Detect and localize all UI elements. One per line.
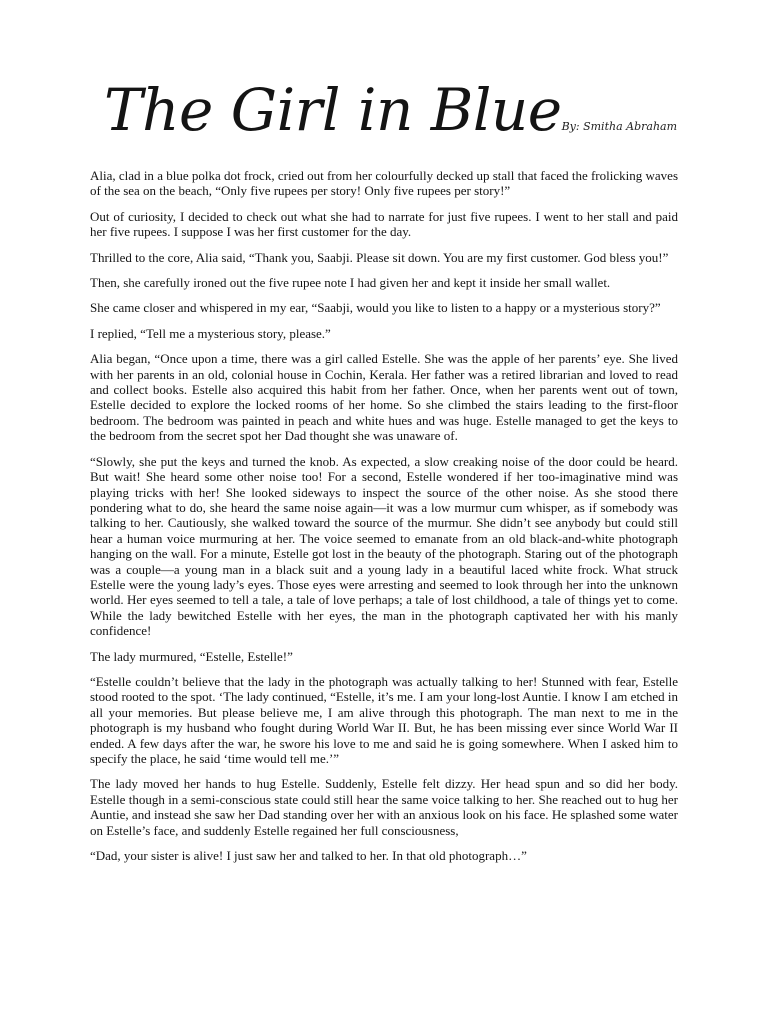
paragraph: Then, she carefully ironed out the five rupee note I had given her and kept it inside her small wallet.: [90, 275, 611, 291]
paragraph: “Slowly, she put the keys and turned the knob. As expected, a slow creaking noise of the door could be heard. But wait! She heard some other noise too! For a second, Estelle wondered if her too-imaginative mind was playing tricks with her! She looked sideways to inspect the source of the other noise. As she stood there pondering what to do, she heard the same noise again—it was a low murmur cum whisper, as if somebody was talking to her. Cautiously, she walked toward the source of the murmur. She didn’t see anybody but could still hear a human voice murmuring at her. The voice seemed to emanate from an old black-and-white photograph hanging on the wall. For a minute, Estelle got lost in the beauty of the photograph. Staring out of the photograph was a couple—a young man in a black suit and a young lady in a beautiful laced white frock. What struck Estelle were the young lady’s eyes. Those eyes were arresting and seemed to look through her into the unknown world. Her eyes seemed to tell a tale, a tale of love perhaps; a tale of lost childhood, a tale of things yet to come. While the lady bewitched Estelle with her eyes, the man in the photograph captivated her with his manly confidence!: [90, 453, 678, 639]
paragraph: Alia, clad in a blue polka dot frock, cried out from her colourfully decked up stall that faced the frolicking waves of the sea on the beach, “Only five rupees per story! Only five rupees per story!”: [90, 168, 678, 199]
title-block: [104, 70, 704, 150]
paragraph: Out of curiosity, I decided to check out what she had to narrate for just five rupees. I went to her stall and paid her five rupees. I suppose I was her first customer for the day.: [90, 208, 678, 240]
paragraph: The lady murmured, “Estelle, Estelle!”: [90, 648, 293, 664]
story-title: The Girl in Blue: [104, 76, 562, 144]
paragraph: “Dad, your sister is alive! I just saw her and talked to her. In that old photograph…”: [90, 848, 527, 864]
author-byline: By: Smitha Abraham: [561, 120, 678, 133]
paragraph: Thrilled to the core, Alia said, “Thank you, Saabji. Please sit down. You are my first customer. God bless you!”: [90, 249, 669, 265]
paragraph: She came closer and whispered in my ear, “Saabji, would you like to listen to a happy or a mysterious story?”: [90, 300, 661, 316]
story-body: [90, 168, 678, 873]
paragraph: Alia began, “Once upon a time, there was a girl called Estelle. She was the apple of her parents’ eye. She lived with her parents in an old, colonial house in Cochin, Kerala. Her father was a retired librarian and loved to read and collect books. Estelle also acquired this habit from her father. Once, when her parents went out of town, Estelle decided to explore the locked rooms of her home. So she climbed the stairs leading to the first-floor bedroom. The bedroom was painted in peach and white hues and was huge. Estelle managed to get the keys to the bedroom from the secret spot her Dad thought she was unaware of.: [90, 351, 678, 444]
paragraph: “Estelle couldn’t believe that the lady in the photograph was actually talking to her! Stunned with fear, Estelle stood rooted to the spot. ‘The lady continued, “Estelle, it’s me. I am your long-lost Auntie. I know I am etched in all your memories. But please believe me, I am alive through this photograph. The man next to me in the photograph is my husband who fought during World War II. But, he has been missing ever since World War II ended. A few days after the war, he swore his love to me and said he is going somewhere. When I asked him to specify the place, he said ‘time would tell me.’”: [90, 673, 678, 766]
paragraph: I replied, “Tell me a mysterious story, please.”: [90, 325, 331, 341]
paragraph: The lady moved her hands to hug Estelle. Suddenly, Estelle felt dizzy. Her head spun and so did her body. Estelle though in a semi-conscious state could still hear the same voice talking to her. She reached out to hug her Auntie, and instead she saw her Dad standing over her with an anxious look on his face. He splashed some water on Estelle’s face, and suddenly Estelle regained her full consciousness,: [90, 776, 678, 838]
